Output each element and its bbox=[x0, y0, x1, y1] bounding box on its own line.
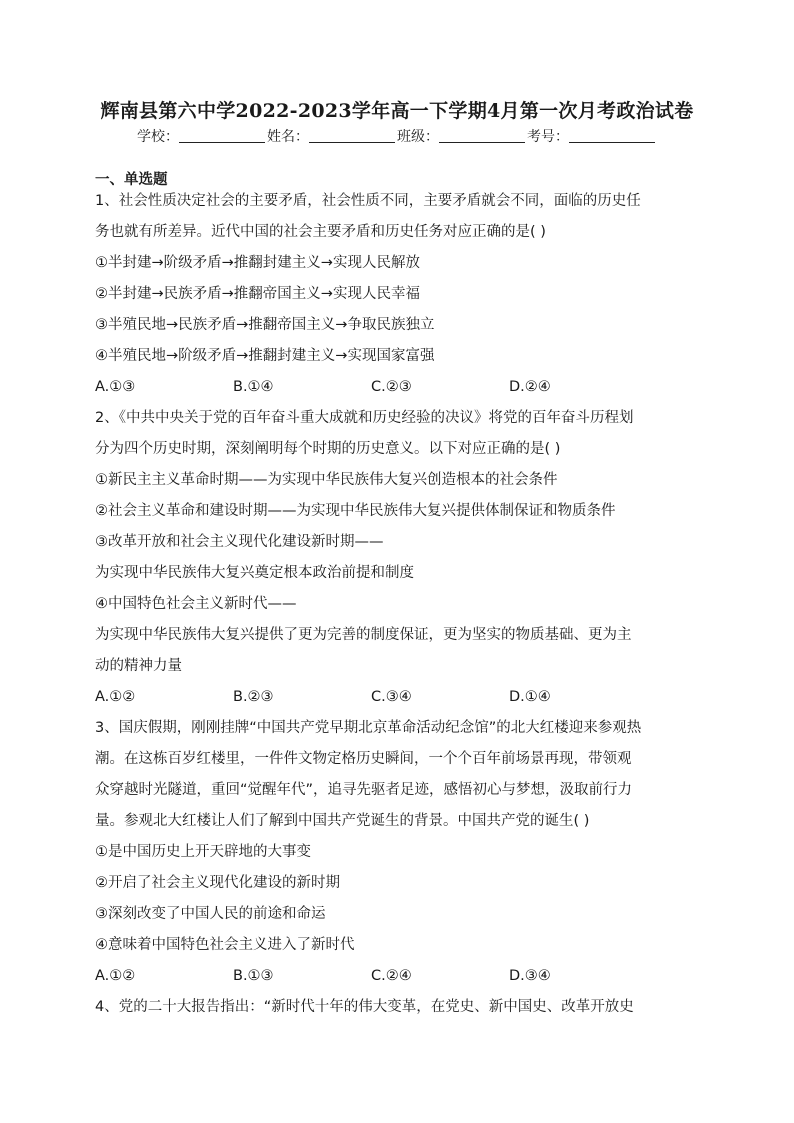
question-statement: ②半封建→民族矛盾→推翻帝国主义→实现人民幸福 bbox=[95, 286, 420, 302]
question-3 bbox=[95, 713, 703, 992]
question-4 bbox=[95, 992, 703, 1023]
answer-option-c[interactable]: C.②③ bbox=[371, 379, 412, 395]
answer-options bbox=[95, 682, 703, 713]
name-blank[interactable] bbox=[309, 129, 395, 143]
question-stem-line: 众穿越时光隧道，重回“觉醒年代”，追寻先驱者足迹，感悟初心与梦想，汲取前行力 bbox=[95, 782, 633, 798]
name-label: 姓名： bbox=[267, 129, 309, 145]
question-statement: 为实现中华民族伟大复兴奠定根本政治前提和制度 bbox=[95, 565, 414, 581]
section-title: 一、单选题 bbox=[95, 172, 168, 188]
question-2 bbox=[95, 403, 703, 713]
question-statement: ①半封建→阶级矛盾→推翻封建主义→实现人民解放 bbox=[95, 255, 420, 271]
question-statement: ②开启了社会主义现代化建设的新时期 bbox=[95, 875, 340, 891]
question-statement: ④中国特色社会主义新时代—— bbox=[95, 596, 297, 612]
school-label: 学校： bbox=[137, 129, 179, 145]
questions-content bbox=[95, 186, 703, 1023]
question-statement: ③深刻改变了中国人民的前途和命运 bbox=[95, 906, 326, 922]
answer-option-d[interactable]: D.③④ bbox=[509, 968, 551, 984]
answer-option-d[interactable]: D.②④ bbox=[509, 379, 551, 395]
question-statement: ①新民主主义革命时期——为实现中华民族伟大复兴创造根本的社会条件 bbox=[95, 472, 558, 488]
question-stem-line: 4、党的二十大报告指出：“新时代十年的伟大变革，在党史、新中国史、改革开放史 bbox=[95, 999, 634, 1015]
exam-title: 辉南县第六中学2022-2023学年高一下学期4月第一次月考政治试卷 bbox=[100, 100, 694, 122]
answer-option-a[interactable]: A.①② bbox=[95, 689, 136, 705]
answer-option-b[interactable]: B.①③ bbox=[233, 968, 274, 984]
answer-option-d[interactable]: D.①④ bbox=[509, 689, 551, 705]
answer-options bbox=[95, 372, 703, 403]
question-stem-line: 1、社会性质决定社会的主要矛盾，社会性质不同，主要矛盾就会不同，面临的历史任 bbox=[95, 193, 641, 209]
answer-options bbox=[95, 961, 703, 992]
answer-option-a[interactable]: A.①② bbox=[95, 968, 136, 984]
question-stem-line: 量。参观北大红楼让人们了解到中国共产党诞生的背景。中国共产党的诞生( ) bbox=[95, 813, 590, 829]
question-1 bbox=[95, 186, 703, 403]
school-blank[interactable] bbox=[179, 129, 265, 143]
class-label: 班级： bbox=[397, 129, 439, 145]
number-blank[interactable] bbox=[569, 129, 655, 143]
question-statement: 为实现中华民族伟大复兴提供了更为完善的制度保证，更为坚实的物质基础、更为主 bbox=[95, 627, 632, 643]
question-stem-line: 2、《中共中央关于党的百年奋斗重大成就和历史经验的决议》将党的百年奋斗历程划 bbox=[95, 410, 634, 426]
question-statement: ①是中国历史上开天辟地的大事变 bbox=[95, 844, 311, 860]
question-stem-line: 分为四个历史时期，深刻阐明每个时期的历史意义。以下对应正确的是( ) bbox=[95, 441, 561, 457]
answer-option-b[interactable]: B.②③ bbox=[233, 689, 274, 705]
question-stem-line: 务也就有所差异。近代中国的社会主要矛盾和历史任务对应正确的是( ) bbox=[95, 224, 546, 240]
question-stem-line: 3、国庆假期，刚刚挂牌“中国共产党早期北京革命活动纪念馆”的北大红楼迎来参观热 bbox=[95, 720, 642, 736]
question-stem-line: 潮。在这栋百岁红楼里，一件件文物定格历史瞬间，一个个百年前场景再现，带领观 bbox=[95, 751, 632, 767]
question-statement: ④半殖民地→阶级矛盾→推翻封建主义→实现国家富强 bbox=[95, 348, 435, 364]
number-label: 考号： bbox=[527, 129, 569, 145]
answer-option-a[interactable]: A.①③ bbox=[95, 379, 136, 395]
answer-option-b[interactable]: B.①④ bbox=[233, 379, 274, 395]
question-statement: ②社会主义革命和建设时期——为实现中华民族伟大复兴提供体制保证和物质条件 bbox=[95, 503, 616, 519]
question-statement: ③半殖民地→民族矛盾→推翻帝国主义→争取民族独立 bbox=[95, 317, 435, 333]
question-statement: 动的精神力量 bbox=[95, 658, 182, 674]
answer-option-c[interactable]: C.②④ bbox=[371, 968, 412, 984]
question-statement: ③改革开放和社会主义现代化建设新时期—— bbox=[95, 534, 384, 550]
student-info-line bbox=[0, 126, 794, 146]
question-statement: ④意味着中国特色社会主义进入了新时代 bbox=[95, 937, 355, 953]
answer-option-c[interactable]: C.③④ bbox=[371, 689, 412, 705]
class-blank[interactable] bbox=[439, 129, 525, 143]
